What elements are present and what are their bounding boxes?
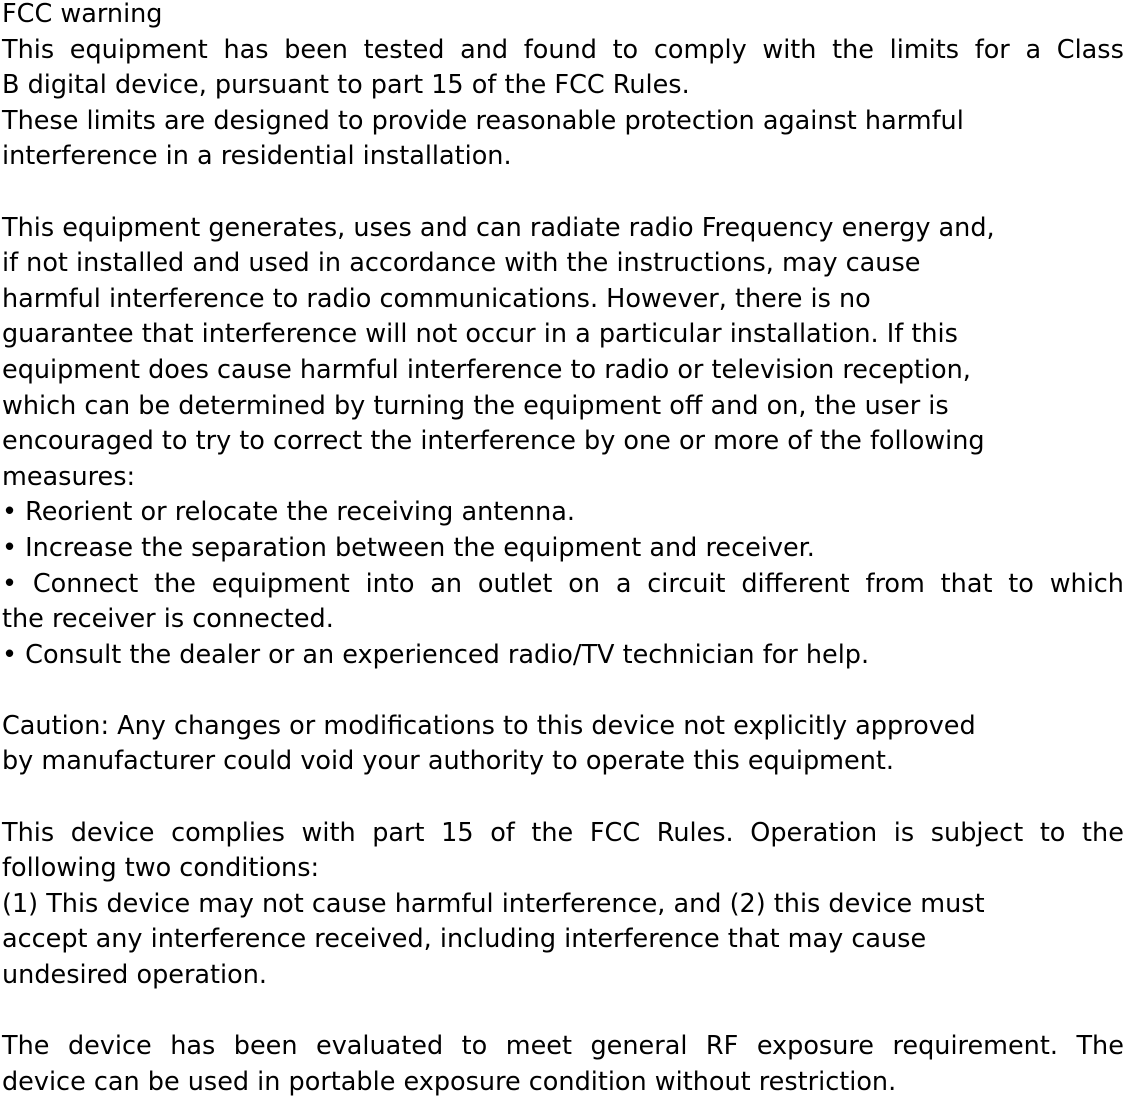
paragraph-gap: [2, 175, 1124, 211]
paragraph: [2, 816, 1124, 994]
document-body: [2, 33, 1124, 1100]
paragraph: [2, 1029, 1124, 1100]
text-line: These limits are designed to provide reasonable protection against harmful: [2, 105, 964, 136]
paragraph: [2, 211, 1124, 674]
text-line: (1) This device may not cause harmful interference, and (2) this device must: [2, 888, 985, 919]
text-line: measures:: [2, 461, 136, 492]
text-line: encouraged to try to correct the interference by one or more of the following: [2, 426, 985, 457]
document-heading: FCC warning: [2, 0, 163, 29]
text-line: device can be used in portable exposure condition without restriction.: [2, 1066, 897, 1097]
fcc-document: [2, 0, 1124, 1100]
paragraph-gap: [2, 673, 1124, 709]
text-line: which can be determined by turning the equipment off and on, the user is: [2, 390, 949, 421]
paragraph-gap: [2, 994, 1124, 1030]
text-line: harmful interference to radio communications. However, there is no: [2, 283, 871, 314]
text-line: guarantee that interference will not occur in a particular installation. If this: [2, 319, 958, 350]
bullet-line: • Reorient or relocate the receiving antenna.: [2, 497, 575, 528]
text-line: This equipment generates, uses and can radiate radio Frequency energy and,: [2, 212, 995, 243]
text-line: This device complies with part 15 of the FCC Rules. Operation is subject to the: [2, 817, 1124, 848]
text-line: equipment does cause harmful interference to radio or television reception,: [2, 354, 971, 385]
bullet-line: • Increase the separation between the equipment and receiver.: [2, 532, 815, 563]
text-line: by manufacturer could void your authority to operate this equipment.: [2, 746, 894, 777]
text-line: if not installed and used in accordance with the instructions, may cause: [2, 248, 921, 279]
text-line: undesired operation.: [2, 960, 268, 991]
text-line: B digital device, pursuant to part 15 of the FCC Rules.: [2, 70, 690, 101]
text-line: following two conditions:: [2, 853, 320, 884]
paragraph: [2, 709, 1124, 780]
text-line: Caution: Any changes or modifications to this device not explicitly approved: [2, 710, 976, 741]
text-line: accept any interference received, including interference that may cause: [2, 924, 927, 955]
text-line: The device has been evaluated to meet general RF exposure requirement. The: [2, 1031, 1124, 1062]
paragraph-gap: [2, 780, 1124, 816]
text-line: the receiver is connected.: [2, 604, 334, 635]
text-line: This equipment has been tested and found to comply with the limits for a Class: [2, 34, 1124, 65]
bullet-line: • Connect the equipment into an outlet on a circuit different from that to which: [2, 568, 1124, 599]
paragraph: [2, 33, 1124, 175]
bullet-line: • Consult the dealer or an experienced radio/TV technician for help.: [2, 639, 870, 670]
text-line: interference in a residential installation.: [2, 141, 512, 172]
